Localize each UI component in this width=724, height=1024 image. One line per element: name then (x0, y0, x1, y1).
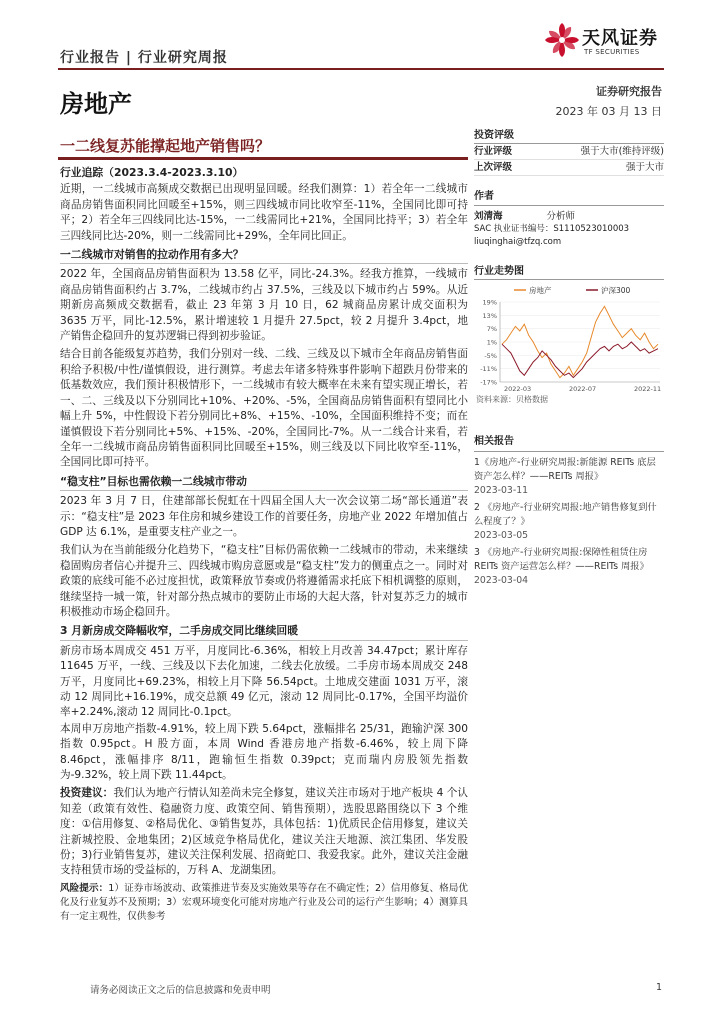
x-tick-label: 2022-11 (634, 385, 662, 393)
risk-text: 1）证券市场波动、政策推进节奏及实施效果等存在不确定性；2）信用修复、格局优化及行业复苏不及预期；3）宏观环境变化可能对房地产行业及公司的运行产生影响；4）测算具有一定主观性，仅供参考 (60, 882, 469, 922)
y-tick-label: 19% (482, 298, 497, 307)
chart-source: 资料来源：贝格数据 (476, 395, 548, 404)
risk-label: 风险提示： (60, 882, 109, 894)
related-reports (474, 435, 664, 591)
footer-disclaimer: 请务必阅读正文之后的信息披露和免责申明 (90, 985, 271, 996)
related-report-date: 2023-03-11 (474, 485, 529, 496)
related-report-title[interactable]: 2 《房地产-行业研究周报:地产销售修复到什么程度了？》 (474, 502, 657, 527)
section-heading: “稳支柱”目标也需依赖一二线城市带动 (60, 474, 468, 491)
industry-rating-value: 强于大市(维持评级) (580, 146, 664, 157)
related-report-item[interactable] (474, 456, 664, 498)
author-role: 分析师 (546, 211, 576, 222)
company-logo (544, 22, 664, 66)
y-tick-label: 1% (486, 338, 497, 347)
legend-label-property: 房地产 (529, 286, 552, 295)
series-line-csi300 (502, 342, 658, 378)
paragraph: 新房市场本周成交 451 万平，月度同比-6.36%，相较上月改善 34.47pct；累计库存 11645 万平，一线、三线及以下去化加速，二线去化放缓。二手房市场本周成交 248 万平，月度同比+69.23%，相较上月下降 56.54pct。土地成交建面 1031 万平，滚动 12 周同比+16.19%，成交总额 49 亿元，滚动 12 周同比-0.17%，全国平均溢价率+2.24%,滚动 12 周同比-0.1pct。 (60, 644, 468, 719)
chart-legend (514, 285, 631, 295)
y-tick-label: 7% (486, 325, 497, 334)
trend-heading-box (474, 262, 664, 280)
tracking-heading: 行业追踪（2023.3.4-2023.3.10） (60, 166, 244, 179)
rating-box (474, 126, 664, 176)
paragraph: 本周申万房地产指数-4.91%，较上周下跌 5.64pct，涨幅排名 25/31，跑输沪深 300 指数 0.95pct。H 股方面，本周 Wind 香港房地产指数-6.46%，较上周下降 8.46pct，涨幅排序 8/11，跑输恒生指数 0.39pct；克而瑞内房股领先指数为-9.32%，较上周下跌 11.44pct。 (60, 722, 468, 782)
paragraph: 我们认为在当前能级分化趋势下，“稳支柱”目标仍需依赖一二线城市的带动，未来继续稳固购房者信心并提升三、四线城市购房意愿或是“稳支柱”发力的侧重点之一。同时对政策的底线可能不必过度担忧，政策释放节奏或仍将遵循需求托底下相机调整的原则，继续坚持一城一策，针对部分热点城市的要防止市场的大起大落，针对复苏乏力的城市积极推动市场企稳回升。 (60, 544, 468, 618)
report-title: 一二线复苏能撑起地产销售吗？ (60, 137, 271, 155)
rating-heading: 投资评级 (474, 126, 664, 144)
author-sac: SAC 执业证书编号：S1110523010003 (474, 224, 630, 234)
industry-rating-row (474, 144, 664, 160)
related-report-title[interactable]: 1《房地产-行业研究周报:新能源 REITs 底层资产怎么样？——REITs 周报》 (474, 457, 656, 482)
related-report-item[interactable] (474, 501, 664, 543)
header-rule (58, 68, 664, 70)
y-tick-label: -11% (480, 365, 497, 374)
title-rule (58, 157, 468, 160)
y-tick-label: 13% (482, 311, 497, 320)
y-tick-label: -5% (484, 351, 497, 360)
related-heading: 相关报告 (474, 435, 664, 452)
legend-label-csi300: 沪深300 (601, 286, 631, 295)
previous-rating-row (474, 160, 664, 176)
advice-label: 投资建议： (60, 787, 114, 800)
logo-name: 天风证券 (582, 28, 658, 49)
related-report-item[interactable] (474, 546, 664, 588)
main-body (60, 164, 468, 927)
author-name: 刘清海 (474, 211, 503, 222)
trend-heading: 行业走势图 (474, 262, 664, 280)
paragraph: 近期，一二线城市高频成交数据已出现明显回暖。经我们测算：1）若全年一二线城市商品房销售面积同比回暖至+15%，则三四线城市同比收窄至-11%，全国同比即可持平；2）若全年三四线同比达-15%，一二线需同比+21%，全国同比持平；3）若全年三四线同比达-20%，则一二线需同比+29%，全年同比回正。 (60, 183, 468, 242)
page-number: 1 (655, 982, 662, 993)
logo-flower-icon (544, 22, 580, 58)
related-report-title[interactable]: 3 《房地产-行业研究周报:保障性租赁住房 REITs 资产运营怎么样？——REITs 周报》 (474, 547, 649, 572)
author-box (474, 190, 664, 249)
section-heading: 一二线城市对销售的拉动作用有多大？ (60, 247, 468, 264)
paragraph: 2022 年，全国商品房销售面积为 13.58 亿平，同比-24.3%。经我方推算，一线城市商品房销售面积约占 3.7%，二线城市约占 37.5%，三线及以下城市约占 59%。从近期新房高频成交数据看，截止 23 年第 3 月 10 日，62 城商品房累计成交面积为 3635 万平，同比-12.5%，累计增速较 1 月提升 27.5pct，较 2 月提升 3.4pct，地产销售企稳回升的复苏逻辑已得到初步验证。 (60, 268, 468, 343)
paragraph: 结合目前各能级复苏趋势，我们分别对一线、二线、三线及以下城市全年商品房销售面积给予积极/中性/谨慎假设，进行测算。考虑去年诸多特殊事件影响下超跌月份带来的低基数效应，我们预计积极情形下，一二线城市有较大概率在未来有望实现正增长，若一、二、三线及以下分别同比+10%、+20%、-5%，全国商品房销售面积有望同比小幅上升 5%，中性假设下若分别同比+8%、+15%、-10%，全国面积维持不变；而在谨慎假设下若分别同比+5%、+15%、-20%，全国同比-7%。从一二线合计来看，若全年一二线城市商品房销售面积同比回暖至+15%，则三线及以下同比收窄至-11%，全国同比即可持平。 (60, 348, 468, 469)
author-heading: 作者 (474, 190, 664, 206)
paragraph: 2023 年 3 月 7 日，住建部部长倪虹在十四届全国人大一次会议第二场“部长通道”表示：“稳支柱”是 2023 年住房和城乡建设工作的首要任务，房地产业 2022 年增加值占 GDP 达 6.1%，是重要支柱产业之一。 (60, 495, 468, 538)
x-tick-label: 2022-03 (504, 385, 532, 393)
related-report-date: 2023-03-04 (474, 575, 529, 586)
report-type: 证券研究报告 (596, 85, 662, 98)
author-email[interactable]: liuqinghai@tfzq.com (474, 237, 562, 247)
x-tick-label: 2022-07 (569, 385, 597, 393)
previous-rating-label: 上次评级 (474, 162, 513, 173)
related-report-date: 2023-03-05 (474, 530, 529, 541)
y-tick-label: -17% (480, 378, 497, 387)
sector-title: 房地产 (60, 89, 132, 118)
investment-advice (60, 786, 468, 878)
report-category: 行业报告 | 行业研究周报 (60, 50, 228, 66)
section-heading: 3 月新房成交降幅收窄，二手房成交同比继续回暖 (60, 623, 468, 640)
advice-text: 我们认为地产行情认知差尚未完全修复，建议关注市场对于地产板块 4 个认知差（政策有效性、稳融资力度、政策空间、销售预期），选股思路围绕以下 3 个维度：①信用修复、②格局优化、③销售复苏，具体包括：1)优质民企信用修复，建议关注新城控股、金地集团；2)区域竞争格局优化，建议关注天地源、滨江集团、华发股份；3)行业销售复苏，建议关注保利发展、招商蛇口、我爱我家。此外，建议关注金融支持租赁市场的受益标的，万科 A、龙湖集团。 (60, 787, 468, 877)
previous-rating-value: 强于大市 (625, 162, 664, 173)
trend-chart (474, 282, 664, 394)
risk-warning (60, 882, 468, 924)
industry-rating-label: 行业评级 (474, 146, 513, 157)
logo-english: TF SECURITIES (584, 48, 640, 56)
report-date: 2023 年 03 月 13 日 (555, 105, 662, 118)
